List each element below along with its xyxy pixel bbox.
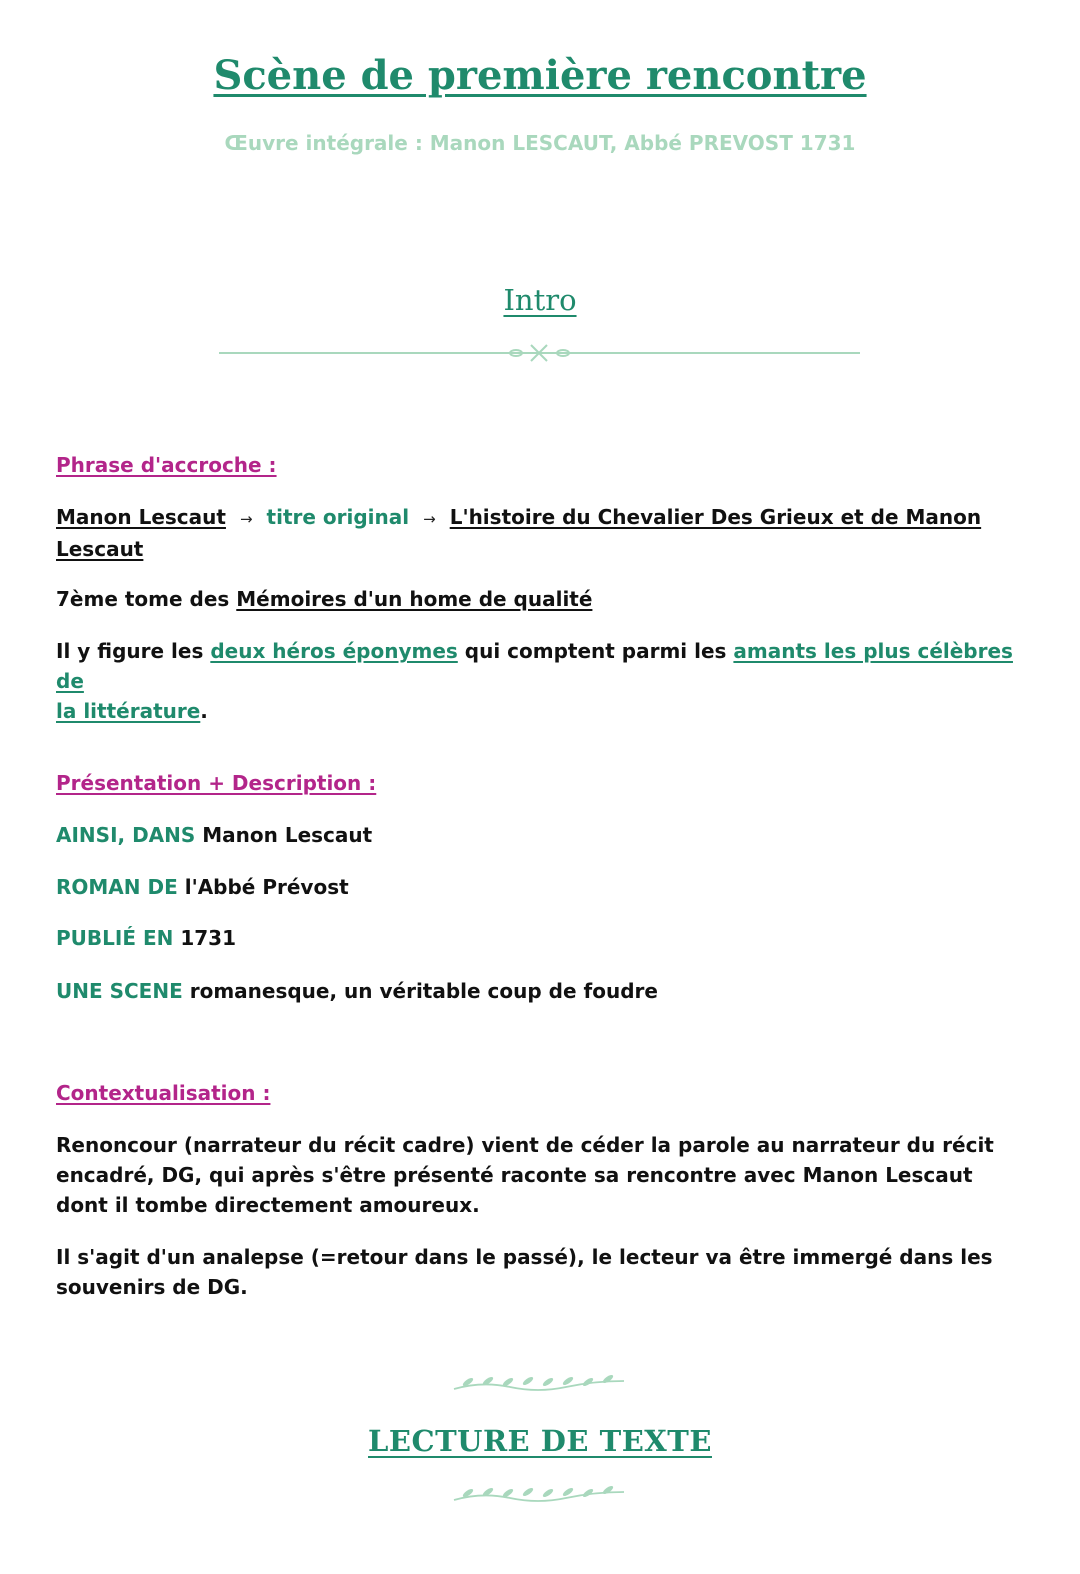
presentation-row xyxy=(56,923,1026,953)
original-title-cont: Lescaut xyxy=(56,537,144,561)
presentation-key: AINSI, DANS xyxy=(56,823,196,847)
accroche-heading: Phrase d'accroche : xyxy=(56,453,277,477)
memoirs-title: Mémoires d'un home de qualité xyxy=(236,587,593,611)
work-title: Manon Lescaut xyxy=(56,505,226,529)
heroes-prefix: Il y figure les xyxy=(56,639,211,663)
ornamental-divider-icon xyxy=(219,341,860,365)
presentation-key: PUBLIÉ EN xyxy=(56,926,174,950)
accroche-line-1 xyxy=(56,502,1026,564)
presentation-row xyxy=(56,820,1026,850)
presentation-value: romanesque, un véritable coup de foudre xyxy=(182,979,658,1003)
presentation-value: 1731 xyxy=(173,926,236,950)
presentation-key: UNE SCENE xyxy=(56,979,183,1003)
arrow-icon: → xyxy=(239,510,253,528)
intro-title: Intro xyxy=(503,283,577,317)
presentation-value: Manon Lescaut xyxy=(195,823,373,847)
line-end: . xyxy=(200,699,208,723)
arrow-icon: → xyxy=(423,510,436,528)
lovers-link-cont[interactable]: la littérature xyxy=(56,699,201,723)
presentation-row xyxy=(56,872,1026,902)
context-paragraph-1: Renoncour (narrateur du récit cadre) vient de céder la parole au narrateur du récit encadré, DG, qui après s'être présenté raconte sa rencontre avec Manon Lescaut dont il tombe directement amoureux. xyxy=(56,1133,994,1217)
original-title: L'histoire du Chevalier Des Grieux et de Manon xyxy=(449,505,982,529)
original-title-label: titre original xyxy=(266,505,410,529)
lovers-link[interactable]: amants les plus célèbres de xyxy=(56,639,1013,693)
leaf-vine-icon xyxy=(452,1484,626,1506)
presentation-heading: Présentation + Description : xyxy=(56,771,377,795)
tome-prefix: 7ème tome des xyxy=(56,587,237,611)
lecture-title: LECTURE DE TEXTE xyxy=(368,1424,712,1458)
presentation-value: l'Abbé Prévost xyxy=(177,875,349,899)
page-title: Scène de première rencontre xyxy=(213,52,867,99)
presentation-key: ROMAN DE xyxy=(56,875,178,899)
page-subtitle: Œuvre intégrale : Manon LESCAUT, Abbé PREVOST 1731 xyxy=(224,131,856,155)
heroes-middle: qui comptent parmi les xyxy=(457,639,734,663)
heroes-link[interactable]: deux héros éponymes xyxy=(210,639,458,663)
presentation-row xyxy=(56,976,1026,1006)
context-heading: Contextualisation : xyxy=(56,1081,271,1105)
accroche-line-2 xyxy=(56,584,1026,614)
leaf-vine-icon xyxy=(452,1373,626,1395)
context-paragraph-2: Il s'agit d'un analepse (=retour dans le passé), le lecteur va être immergé dans les souvenirs de DG. xyxy=(56,1245,993,1299)
accroche-line-3 xyxy=(56,636,1026,726)
